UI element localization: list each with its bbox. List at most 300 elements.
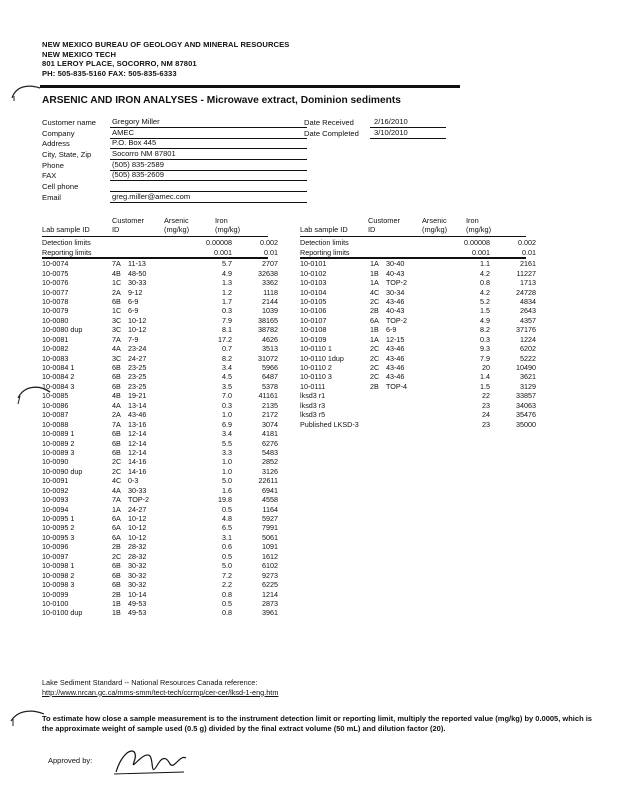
table-row — [42, 561, 278, 570]
reference-label: Lake Sediment Standard -- National Resources Canada reference: — [42, 678, 258, 687]
customer-id-depth: 23-25 — [128, 372, 147, 382]
customer-id-site: 2B — [370, 306, 379, 316]
iron-value: 2172 — [262, 410, 278, 420]
table-row — [300, 297, 536, 306]
lab-sample-id: 10-0101 — [300, 259, 327, 269]
arsenic-value: 5.2 — [480, 296, 490, 306]
iron-value: 3129 — [520, 381, 536, 391]
lab-sample-id: 10-0088 — [42, 419, 69, 429]
lab-sample-id: 10-0082 — [42, 344, 69, 354]
iron-value: 2852 — [262, 457, 278, 467]
arsenic-value: 1.5 — [480, 381, 490, 391]
customer-id-depth: 24-27 — [128, 504, 147, 514]
date-received-value: 2/16/2010 — [370, 118, 446, 128]
arsenic-value: 0.5 — [222, 598, 232, 608]
customer-id-depth: 30-32 — [128, 580, 147, 590]
iron-value: 5966 — [262, 363, 278, 373]
limit-arsenic: 0.001 — [214, 247, 232, 257]
customer-id-site — [370, 419, 386, 428]
lab-sample-id: lksd3 r3 — [300, 400, 326, 410]
customer-id-site: 2C — [370, 363, 380, 373]
customer-id-site: 7A — [112, 259, 121, 269]
customer-id-site — [370, 391, 386, 400]
arsenic-value: 1.0 — [222, 457, 232, 467]
table-row — [42, 542, 278, 551]
customer-id-site: 1B — [370, 325, 379, 335]
arsenic-value: 1.3 — [222, 278, 232, 288]
reference-block — [42, 678, 278, 697]
iron-value: 6102 — [262, 561, 278, 571]
iron-value: 1039 — [262, 306, 278, 316]
customer-id-depth: 30-33 — [128, 278, 147, 288]
table-row — [300, 287, 536, 296]
table-row — [300, 419, 536, 428]
right-header-arsenic: Arsenic (mg/kg) — [422, 216, 448, 234]
right-limits-table — [300, 238, 536, 257]
iron-value: 3513 — [262, 344, 278, 354]
customer-id-site: 1B — [112, 608, 121, 618]
table-row — [42, 363, 278, 372]
lab-sample-id: 10-0089 1 — [42, 429, 75, 439]
customer-id-site: 6B — [112, 372, 121, 382]
lab-sample-id: 10-0109 — [300, 334, 327, 344]
table-row — [42, 268, 278, 277]
arsenic-value: 6.5 — [222, 523, 232, 533]
iron-value: 6487 — [262, 372, 278, 382]
lab-sample-id: 10-0077 — [42, 287, 69, 297]
phone-label: Phone — [42, 160, 64, 170]
arsenic-value: 7.9 — [480, 353, 490, 363]
lab-sample-id: 10-0090 dup — [42, 466, 83, 476]
iron-value: 2873 — [262, 598, 278, 608]
left-header-iron: Iron (mg/kg) — [215, 216, 241, 234]
date-received-label: Date Received — [304, 118, 354, 127]
table-row — [42, 278, 278, 287]
lab-sample-id: 10-0091 — [42, 476, 69, 486]
customer-id-depth: 10-12 — [128, 523, 147, 533]
customer-id-site: 2C — [370, 372, 380, 382]
iron-value: 4181 — [262, 429, 278, 439]
email-value: greg.miller@amec.com — [110, 193, 307, 203]
table-row — [300, 268, 536, 277]
customer-id-depth: 6-9 — [128, 306, 139, 316]
customer-name-value: Gregory Miller — [110, 118, 307, 128]
arsenic-value: 1.7 — [222, 296, 232, 306]
arsenic-value: 19.8 — [218, 495, 232, 505]
customer-id-depth: 6-9 — [128, 296, 139, 306]
customer-id-depth: TOP-2 — [386, 278, 408, 288]
table-row — [300, 401, 536, 410]
iron-value: 34063 — [516, 400, 536, 410]
lab-sample-id: 10-0107 — [300, 315, 327, 325]
customer-id-site: 7A — [112, 495, 121, 505]
lab-sample-id: 10-0095 3 — [42, 532, 75, 542]
date-completed-label: Date Completed — [304, 128, 359, 138]
customer-id-depth: 10-12 — [128, 325, 147, 335]
customer-id-site: 6A — [112, 532, 121, 542]
arsenic-value: 7.9 — [222, 315, 232, 325]
customer-id-site: 6B — [112, 438, 121, 448]
table-row — [300, 335, 536, 344]
arsenic-value: 8.1 — [222, 325, 232, 335]
iron-value: 9273 — [262, 570, 278, 580]
customer-id-site: 3C — [112, 325, 122, 335]
arsenic-value: 17.2 — [218, 334, 232, 344]
date-completed-value: 3/10/2010 — [370, 129, 446, 139]
arsenic-value: 23 — [482, 400, 490, 410]
customer-id-depth: 49-53 — [128, 608, 147, 618]
customer-id-site: 4A — [112, 344, 121, 354]
table-row — [42, 410, 278, 419]
lab-sample-id: 10-0106 — [300, 306, 327, 316]
arsenic-value: 20 — [482, 363, 490, 373]
left-header-arsenic: Arsenic (mg/kg) — [164, 216, 190, 234]
customer-id-depth: 9-12 — [128, 287, 143, 297]
estimation-note: To estimate how close a sample measurement is to the instrument detection limit or reporting limit, multiply the reported value (mg/kg) by 0.0005, which is the approximate weight of sample used (0.5 g) divided by the final extract volume (50 mL) and dilution factor (20). — [42, 714, 592, 733]
iron-value: 4834 — [520, 296, 536, 306]
table-row — [42, 514, 278, 523]
customer-id-site: 4B — [112, 391, 121, 401]
iron-value: 2161 — [520, 259, 536, 269]
arsenic-value: 6.9 — [222, 419, 232, 429]
letterhead — [42, 40, 289, 78]
iron-value: 1214 — [262, 589, 278, 599]
iron-value: 1612 — [262, 551, 278, 561]
iron-value: 3126 — [262, 466, 278, 476]
limit-iron: 0.01 — [522, 247, 536, 257]
customer-id-depth: 10-14 — [128, 589, 147, 599]
customer-id-depth: 0-3 — [128, 476, 139, 486]
customer-id-depth: 43-46 — [386, 363, 405, 373]
customer-id-depth: 30-40 — [386, 259, 405, 269]
table-row — [42, 353, 278, 362]
iron-value: 10490 — [516, 363, 536, 373]
lab-sample-id: 10-0110 3 — [300, 372, 332, 382]
customer-id-site: 6B — [112, 570, 121, 580]
arsenic-value: 8.2 — [480, 325, 490, 335]
customer-id-site: 2C — [370, 353, 380, 363]
iron-value: 5378 — [262, 381, 278, 391]
table-row — [42, 608, 278, 617]
table-row — [42, 344, 278, 353]
customer-id-depth: 28-32 — [128, 542, 147, 552]
table-row — [42, 372, 278, 381]
arsenic-value: 3.4 — [222, 429, 232, 439]
customer-id-depth: 12-14 — [128, 438, 147, 448]
table-row — [42, 504, 278, 513]
iron-value: 2643 — [520, 306, 536, 316]
arsenic-value: 4.9 — [480, 315, 490, 325]
customer-id-depth: 10-12 — [128, 514, 147, 524]
arsenic-value: 0.6 — [222, 542, 232, 552]
table-row — [42, 297, 278, 306]
lab-sample-id: 10-0105 — [300, 296, 327, 306]
iron-value: 32638 — [258, 268, 278, 278]
iron-value: 6941 — [262, 485, 278, 495]
iron-value: 1713 — [520, 278, 536, 288]
lab-sample-id: 10-0098 1 — [42, 561, 75, 571]
customer-id-depth: 7-9 — [128, 334, 139, 344]
table-row — [42, 335, 278, 344]
customer-id-site: 2C — [112, 551, 122, 561]
table-row — [42, 580, 278, 589]
arsenic-value: 0.5 — [222, 551, 232, 561]
customer-id-site: 7A — [112, 334, 121, 344]
customer-id-site: 1B — [370, 268, 379, 278]
customer-id-site: 1B — [112, 598, 121, 608]
lab-sample-id: 10-0093 — [42, 495, 69, 505]
lab-sample-id: 10-0100 — [42, 598, 69, 608]
iron-value: 5927 — [262, 514, 278, 524]
limit-label: Detection limits — [300, 238, 349, 248]
table-row — [300, 259, 536, 268]
report-title: ARSENIC AND IRON ANALYSES - Microwave extract, Dominion sediments — [42, 95, 401, 106]
customer-id-site: 2C — [112, 466, 122, 476]
arsenic-value: 5.5 — [222, 438, 232, 448]
report-dates — [304, 118, 444, 139]
customer-id-depth — [386, 391, 430, 400]
iron-value: 5483 — [262, 447, 278, 457]
customer-id-depth: 43-46 — [386, 296, 405, 306]
customer-id-site: 4A — [112, 485, 121, 495]
lab-sample-id: 10-0090 — [42, 457, 69, 467]
lab-sample-id: 10-0095 1 — [42, 514, 75, 524]
lab-sample-id: 10-0080 dup — [42, 325, 83, 335]
customer-id-depth: 23-25 — [128, 381, 147, 391]
org-phone-fax: PH: 505-835-5160 FAX: 505-835-6333 — [42, 68, 177, 78]
table-row — [42, 533, 278, 542]
customer-id-depth: 30-32 — [128, 561, 147, 571]
table-row — [300, 344, 536, 353]
customer-id-depth: TOP-2 — [128, 495, 150, 505]
arsenic-value: 1.2 — [222, 287, 232, 297]
reporting-limits-row — [300, 247, 536, 256]
customer-id-site: 1A — [370, 334, 379, 344]
customer-id-depth: 40-43 — [386, 306, 405, 316]
customer-id-site: 4B — [112, 268, 121, 278]
arsenic-value: 8.2 — [222, 353, 232, 363]
customer-id-depth — [386, 401, 430, 410]
arsenic-value: 7.0 — [222, 391, 232, 401]
table-row — [42, 523, 278, 532]
customer-id-depth: 19-21 — [128, 391, 147, 401]
table-row — [42, 306, 278, 315]
arsenic-value: 4.2 — [480, 268, 490, 278]
customer-id-depth: 10-12 — [128, 532, 147, 542]
customer-id-site — [370, 401, 386, 410]
iron-value: 22611 — [258, 476, 278, 486]
iron-value: 4626 — [262, 334, 278, 344]
iron-value: 11227 — [516, 268, 536, 278]
arsenic-value: 1.5 — [480, 306, 490, 316]
arsenic-value: 4.8 — [222, 514, 232, 524]
table-row — [42, 382, 278, 391]
limit-label: Detection limits — [42, 238, 91, 248]
lab-sample-id: 10-0094 — [42, 504, 69, 514]
arsenic-value: 0.3 — [222, 400, 232, 410]
lab-sample-id: 10-0089 2 — [42, 438, 75, 448]
iron-value: 37176 — [516, 325, 536, 335]
table-row — [42, 448, 278, 457]
arsenic-value: 3.3 — [222, 447, 232, 457]
customer-id-site: 7A — [112, 419, 121, 429]
arsenic-value: 1.4 — [480, 372, 490, 382]
limit-iron: 0.01 — [264, 247, 278, 257]
customer-id-site: 6A — [112, 523, 121, 533]
limit-iron: 0.002 — [260, 238, 278, 248]
arsenic-value: 7.2 — [222, 570, 232, 580]
customer-id-depth: 12-14 — [128, 429, 147, 439]
arsenic-value: 0.8 — [222, 608, 232, 618]
customer-id-site: 2B — [112, 542, 121, 552]
company-value: AMEC — [110, 129, 307, 139]
lab-sample-id: 10-0080 — [42, 315, 69, 325]
arsenic-value: 3.4 — [222, 363, 232, 373]
lab-sample-id: 10-0098 2 — [42, 570, 75, 580]
arsenic-value: 5.0 — [222, 561, 232, 571]
iron-value: 1118 — [263, 287, 278, 297]
customer-id-site: 6A — [370, 315, 379, 325]
lab-sample-id: 10-0110 1 — [300, 344, 332, 354]
table-row — [42, 552, 278, 561]
table-row — [300, 353, 536, 362]
iron-value: 3362 — [262, 278, 278, 288]
title-divider — [40, 85, 460, 88]
customer-id-depth: 6-9 — [386, 325, 397, 335]
lab-sample-id: 10-0111 — [300, 381, 326, 391]
iron-value: 1091 — [262, 542, 278, 552]
customer-id-site: 2A — [112, 410, 121, 420]
iron-value: 2144 — [262, 296, 278, 306]
arsenic-value: 1.0 — [222, 466, 232, 476]
org-address: 801 LEROY PLACE, SOCORRO, NM 87801 — [42, 59, 197, 68]
table-row — [300, 325, 536, 334]
customer-id-depth: 14-16 — [128, 466, 147, 476]
limit-arsenic: 0.00008 — [464, 238, 490, 248]
customer-name-label: Customer name — [42, 118, 97, 127]
customer-id-depth: 14-16 — [128, 457, 147, 467]
customer-id-depth: 49-53 — [128, 598, 147, 608]
customer-id-depth: 40-43 — [386, 268, 405, 278]
lab-sample-id: 10-0096 — [42, 542, 69, 552]
limit-arsenic: 0.001 — [472, 247, 490, 257]
lab-sample-id: 10-0098 3 — [42, 580, 75, 590]
iron-value: 4357 — [520, 315, 536, 325]
right-header-rule — [300, 236, 526, 237]
customer-id-site: 1A — [112, 504, 121, 514]
lab-sample-id: 10-0083 — [42, 353, 69, 363]
right-results-table — [300, 259, 536, 429]
approved-by-label: Approved by: — [48, 756, 93, 765]
table-row — [300, 410, 536, 419]
table-row — [300, 391, 536, 400]
right-header-sample: Lab sample ID — [300, 225, 348, 234]
reference-link[interactable]: http://www.nrcan.gc.ca/mms-smm/tect-tech/ccrmp/cer-cer/lksd-1-eng.htm — [42, 687, 279, 697]
customer-id-depth: 28-32 — [128, 551, 147, 561]
arsenic-value: 3.1 — [222, 532, 232, 542]
iron-value: 24728 — [516, 287, 536, 297]
lab-sample-id: Published LKSD-3 — [300, 419, 359, 429]
iron-value: 38782 — [258, 325, 278, 335]
org-subname: NEW MEXICO TECH — [42, 49, 117, 59]
table-row — [42, 287, 278, 296]
iron-value: 33857 — [516, 391, 536, 401]
customer-id-site: 6B — [112, 561, 121, 571]
lab-sample-id: 10-0076 — [42, 278, 69, 288]
lab-sample-id: 10-0095 2 — [42, 523, 75, 533]
arsenic-value: 1.1 — [480, 259, 490, 269]
customer-id-depth: 13-14 — [128, 400, 147, 410]
arsenic-value: 4.5 — [222, 372, 232, 382]
iron-value: 31072 — [258, 353, 278, 363]
lab-sample-id: 10-0102 — [300, 268, 327, 278]
arsenic-value: 0.5 — [222, 504, 232, 514]
arsenic-value: 0.3 — [222, 306, 232, 316]
company-label: Company — [42, 128, 75, 138]
customer-id-site: 6B — [112, 429, 121, 439]
customer-id-site: 2C — [370, 296, 380, 306]
arsenic-value: 0.8 — [480, 278, 490, 288]
limit-label: Reporting limits — [42, 247, 92, 257]
lab-sample-id: 10-0104 — [300, 287, 327, 297]
lab-sample-id: 10-0086 — [42, 400, 69, 410]
customer-id-site: 6B — [112, 381, 121, 391]
right-header-iron: Iron (mg/kg) — [466, 216, 492, 234]
customer-id-depth: 12-14 — [128, 447, 147, 457]
arsenic-value: 4.9 — [222, 268, 232, 278]
customer-id-depth: 43-46 — [386, 353, 405, 363]
iron-value: 35000 — [516, 419, 536, 429]
table-row — [300, 382, 536, 391]
lab-sample-id: lksd3 r5 — [300, 410, 326, 420]
lab-sample-id: 10-0108 — [300, 325, 327, 335]
lab-sample-id: 10-0084 1 — [42, 363, 75, 373]
lab-sample-id: 10-0074 — [42, 259, 69, 269]
iron-value: 41161 — [258, 391, 278, 401]
customer-id-site: 4C — [112, 476, 122, 486]
lab-sample-id: 10-0085 — [42, 391, 69, 401]
iron-value: 6276 — [262, 438, 278, 448]
arsenic-value: 5.7 — [222, 259, 232, 269]
lab-sample-id: 10-0084 2 — [42, 372, 75, 382]
table-row — [42, 438, 278, 447]
table-row — [42, 325, 278, 334]
left-results-table — [42, 259, 278, 618]
customer-id-depth: 23-24 — [128, 344, 147, 354]
arsenic-value: 9.3 — [480, 344, 490, 354]
table-row — [42, 316, 278, 325]
left-header-sample: Lab sample ID — [42, 225, 90, 234]
customer-id-depth: 30-33 — [128, 485, 147, 495]
left-header-customer: Customer ID — [112, 216, 145, 234]
city-state-zip-label: City, State, Zip — [42, 150, 92, 160]
customer-id-depth: 10-12 — [128, 315, 147, 325]
lab-sample-id: 10-0081 — [42, 334, 69, 344]
lab-sample-id: 10-0084 3 — [42, 381, 75, 391]
customer-id-depth: 30-32 — [128, 570, 147, 580]
table-row — [300, 372, 536, 381]
customer-id-depth: 43-46 — [386, 344, 405, 354]
customer-id-depth: 43-46 — [386, 372, 405, 382]
customer-id-depth: 43-46 — [128, 410, 147, 420]
table-row — [42, 401, 278, 410]
customer-id-site: 2C — [370, 344, 380, 354]
iron-value: 1164 — [262, 504, 278, 514]
table-row — [42, 495, 278, 504]
iron-value: 38165 — [258, 315, 278, 325]
detection-limits-row — [42, 238, 278, 247]
fax-curl-mark — [10, 82, 46, 102]
